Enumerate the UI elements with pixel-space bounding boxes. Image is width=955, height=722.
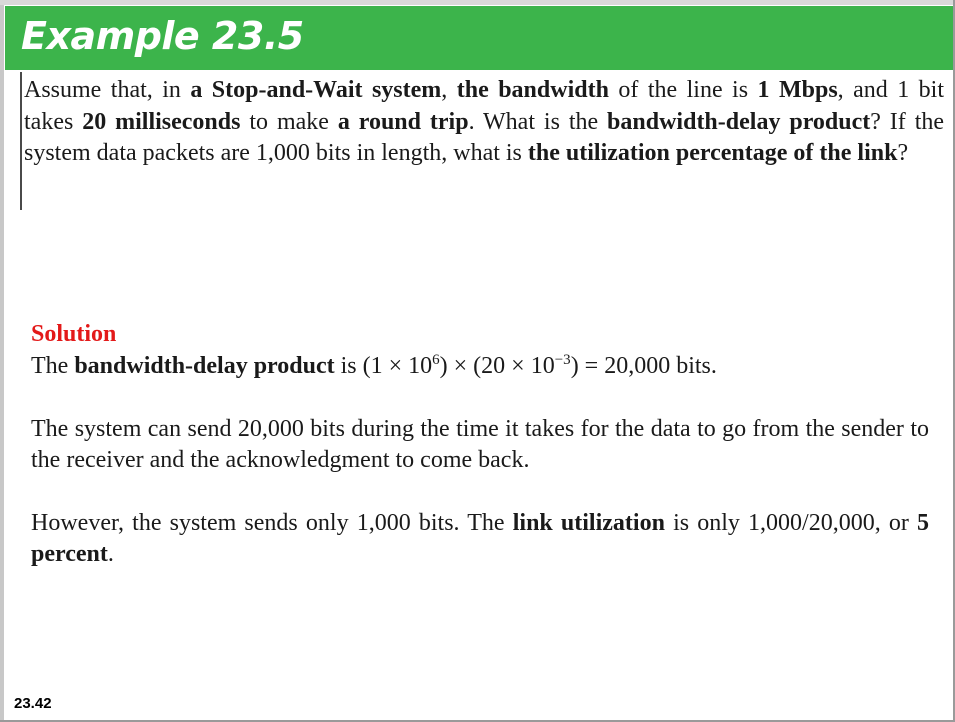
p3-bold-2: 5 percent <box>31 509 929 567</box>
problem-bold-term: 1 Mbps <box>757 77 838 103</box>
p1-suffix: ) = 20,000 bits. <box>570 353 717 379</box>
problem-text-run: ? <box>897 140 909 166</box>
solution-section <box>31 318 929 571</box>
problem-statement <box>20 72 944 210</box>
problem-text-run: ? If the system data packets are 1,000 bits in length, what is <box>24 108 945 166</box>
problem-bold-term: bandwidth-delay product <box>607 108 871 135</box>
p3-mid: is only 1,000/20,000, or <box>664 509 917 536</box>
problem-text-run: of the line is <box>608 77 758 103</box>
p1-exponent-2: −3 <box>554 352 571 368</box>
problem-text-run: , and 1 bit takes <box>24 77 945 135</box>
problem-text-run: Assume that, in <box>24 77 191 103</box>
problem-bold-term: a Stop-and-Wait system <box>190 77 442 103</box>
p1-mid-2: ) × (20 × 10 <box>439 353 555 379</box>
solution-paragraph-1 <box>31 351 929 383</box>
left-rule <box>0 5 4 720</box>
p3-bold-1: link utilization <box>512 509 665 536</box>
problem-bold-term: a round trip <box>337 108 469 135</box>
p1-mid: is (1 × 10 <box>334 353 433 379</box>
slide-title: Example 23.5 <box>21 14 304 58</box>
problem-bold-term: the bandwidth <box>456 77 609 103</box>
p3-prefix: However, the system sends only 1,000 bits. The <box>31 509 513 536</box>
problem-text-run: to make <box>240 108 338 135</box>
p1-bold-term: bandwidth-delay product <box>74 353 335 379</box>
title-bar <box>5 6 953 70</box>
problem-text <box>24 75 944 170</box>
problem-text-run: , <box>441 77 457 103</box>
problem-bold-term: the utilization percentage of the link <box>527 140 898 166</box>
p3-suffix: . <box>107 541 114 567</box>
solution-paragraph-2: The system can send 20,000 bits during the time it takes for the data to go from the sender to the receiver and the acknowledgment to come back. <box>31 415 929 473</box>
solution-paragraph-3 <box>31 508 929 571</box>
problem-text-run: . What is the <box>468 108 608 135</box>
solution-heading: Solution <box>31 321 117 347</box>
page-number: 23.42 <box>14 695 52 712</box>
problem-bold-term: 20 milliseconds <box>82 108 241 135</box>
top-rule <box>0 0 953 5</box>
p1-prefix: The <box>31 353 75 379</box>
p1-exponent-1: 6 <box>432 352 440 368</box>
